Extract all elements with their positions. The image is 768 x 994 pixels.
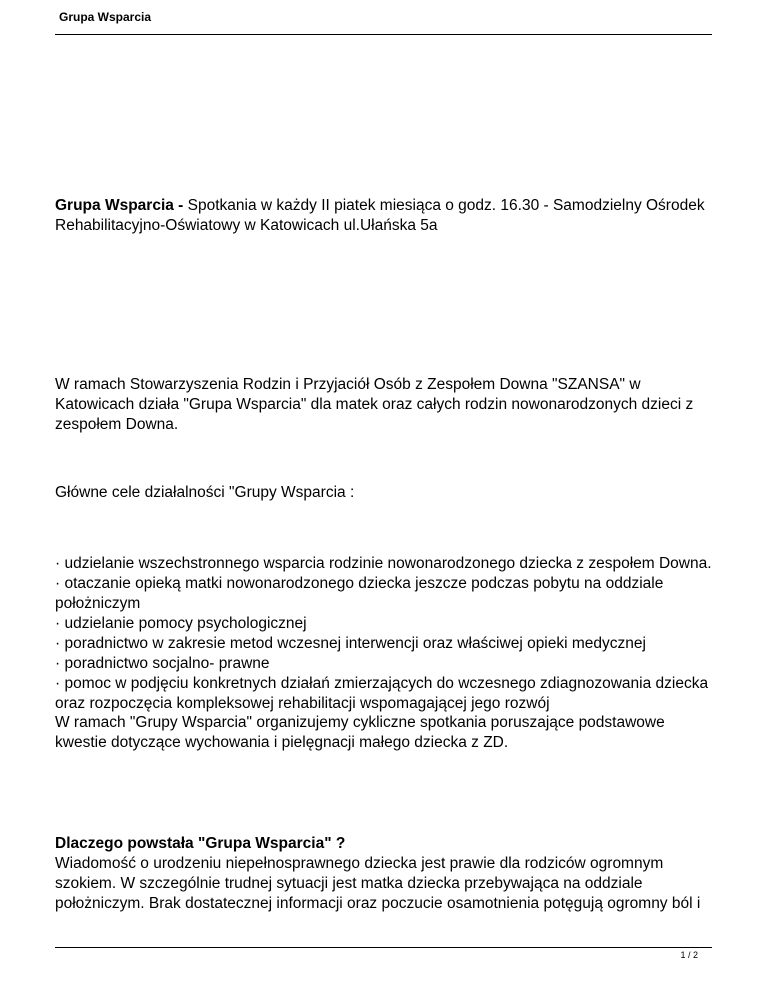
intro-bold-lead: Grupa Wsparcia - xyxy=(55,197,184,214)
header-divider xyxy=(55,34,712,35)
goals-heading: Główne cele działalności "Grupy Wsparcia : xyxy=(55,484,355,501)
about-paragraph: W ramach Stowarzyszenia Rodzin i Przyjaciół Osób z Zespołem Downa "SZANSA" w Katowicach działa "Grupa Wsparcia" dla matek oraz całych rodzin nowonarodzonych dzieci z zespołem Downa. xyxy=(55,376,694,433)
why-section xyxy=(55,834,720,914)
goal-item: · poradnictwo w zakresie metod wczesnej interwencji oraz właściwej opieki medycznej xyxy=(55,635,646,652)
goal-item: · pomoc w podjęciu konkretnych działań zmierzających do wczesnego zdiagnozowania dziecka oraz rozpoczęcia kompleksowej rehabilitacji wspomagającej jego rozwój xyxy=(55,675,709,712)
goal-item: · poradnictwo socjalno- prawne xyxy=(55,655,270,672)
intro-text: Spotkania w każdy II piatek miesiąca o godz. 16.30 - Samodzielny Ośrodek Rehabilitacyjno-Oświatowy w Katowicach ul.Ułańska 5a xyxy=(55,197,705,234)
page-header-title: Grupa Wsparcia xyxy=(59,10,152,24)
goal-item: · udzielanie pomocy psychologicznej xyxy=(55,615,307,632)
goal-item: · otaczanie opieką matki nowonarodzonego dziecka jeszcze podczas pobytu na oddziale położniczym xyxy=(55,575,664,612)
page-number: 1 / 2 xyxy=(680,950,698,960)
why-heading: Dlaczego powstała "Grupa Wsparcia" ? xyxy=(55,835,346,852)
why-text: Wiadomość o urodzeniu niepełnosprawnego dziecka jest prawie dla rodziców ogromnym szokiem. W szczególnie trudnej sytuacji jest matka dziecka przebywająca na oddziale położniczym. Brak dostatecznej informacji oraz poczucie osamotnienia potęgują ogromny ból i xyxy=(55,855,701,912)
footer-divider xyxy=(55,947,712,948)
meetings-paragraph: W ramach "Grupy Wsparcia" organizujemy cykliczne spotkania poruszające podstawowe kwestie dotyczące wychowania i pielęgnacji małego dziecka z ZD. xyxy=(55,714,665,751)
intro-paragraph xyxy=(55,196,720,236)
goal-item: · udzielanie wszechstronnego wsparcia rodzinie nowonarodzonego dziecka z zespołem Downa. xyxy=(55,555,712,572)
goals-list xyxy=(55,554,720,714)
